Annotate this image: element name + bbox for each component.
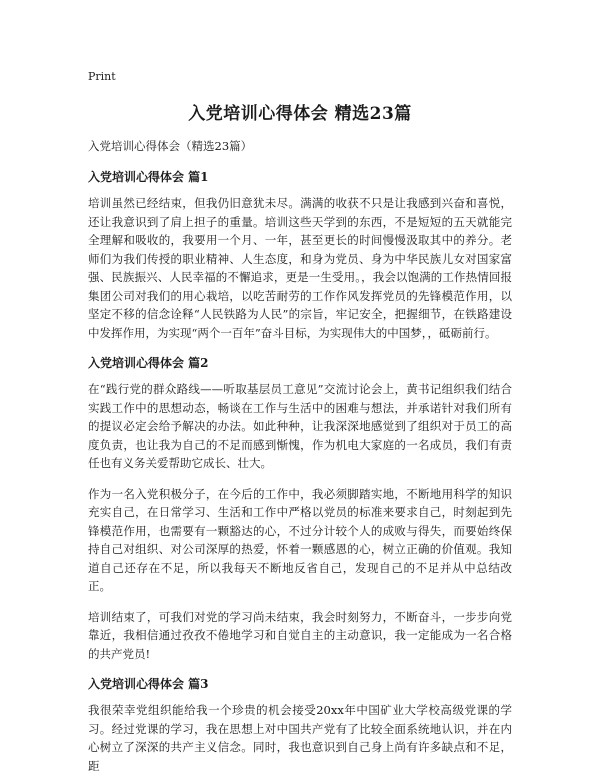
section-heading: 入党培训心得体会 篇1: [88, 170, 209, 184]
section-3: [88, 675, 512, 775]
document-title: 入党培训心得体会 精选23篇: [188, 104, 412, 124]
section-heading: 入党培训心得体会 篇2: [88, 356, 209, 370]
paragraph: 我很荣幸党组织能给我一个珍贵的机会接受20xx年中国矿业大学校高级党课的学习。经过党课的学习，我在思想上对中国共产党有了比较全面系统地认识，并在内心树立了深深的共产主义信念。同时，我也意识到自己身上尚有许多缺点和不足，距: [88, 703, 512, 773]
paragraph: 培训结束了，可我们对党的学习尚未结束，我会时刻努力，不断奋斗，一步步向党靠近，我相信通过孜孜不倦地学习和自觉自主的主动意识，我一定能成为一名合格的共产党员!: [88, 609, 512, 661]
section-heading: 入党培训心得体会 篇3: [88, 677, 209, 691]
section-1: [88, 168, 512, 342]
print-label[interactable]: Print: [88, 70, 116, 83]
paragraph: 作为一名入党积极分子，在今后的工作中，我必须脚踏实地，不断地用科学的知识充实自己，在日常学习、生活和工作中严格以党员的标准来要求自己，时刻起到先锋模范作用，也需要有一颗豁达的心，不过分计较个人的成败与得失，而要始终保持自己对组织、对公司深厚的热爱，怀着一颗感恩的心，树立正确的价值观。我知道自己还存在不足，所以我每天不断地反省自己，发现自己的不足并从中总结改正。: [88, 486, 512, 593]
section-2: [88, 354, 512, 663]
paragraph: 培训虽然已经结束，但我仍旧意犹未尽。满满的收获不只是让我感到兴奋和喜悦，还让我意识到了肩上担子的重量。培训这些天学到的东西，不是短短的五天就能完全理解和吸收的，我要用一个月、一年，甚至更长的时间慢慢汲取其中的养分。老师们为我们传授的职业精神、人生态度，和身为党员、身为中华民族儿女对国家富强、民族振兴、人民幸福的不懈追求，更是一生受用。，我会以饱满的工作热情回报集团公司对我们的用心栽培，以吃苦耐劳的工作作风发挥党员的先锋模范作用，以坚定不移的信念诠释“人民铁路为人民”的宗旨，牢记安全，把握细节，在铁路建设中发挥作用，为实现“两个一百年”奋斗目标，为实现伟大的中国梦，，砥砺前行。: [88, 196, 512, 340]
document-subtitle: 入党培训心得体会（精选23篇）: [88, 139, 253, 153]
paragraph: 在“践行党的群众路线——听取基层员工意见”交流讨论会上，黄书记组织我们结合实践工作中的思想动态，畅谈在工作与生活中的困难与想法，并承诺针对我们所有的提议必定会给予解决的办法。如此种种，让我深深地感觉到了组织对于员工的高度负责，也让我为自己的不足而感到惭愧，作为机电大家庭的一名成员，我们有责任也有义务关爱帮助它成长、壮大。: [88, 382, 512, 470]
